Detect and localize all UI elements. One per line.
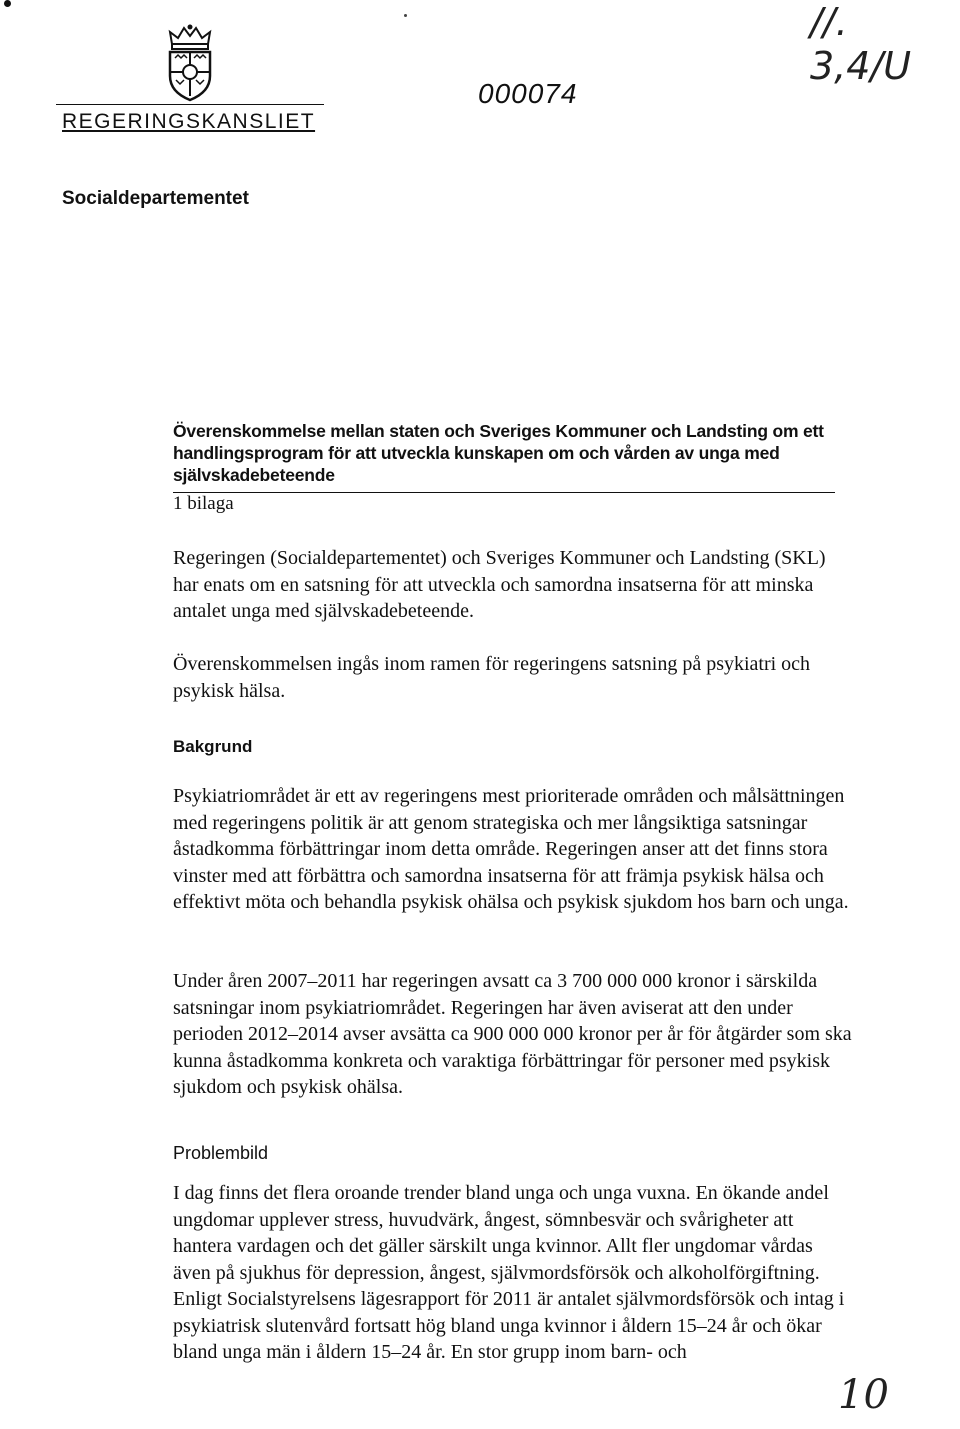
title-rule bbox=[173, 492, 835, 493]
agency-name: REGERINGSKANSLIET bbox=[62, 110, 316, 133]
section-paragraph: Psykiatriområdet är ett av regeringens mest prioriterade områden och målsättningen med regeringens politik är att genom strategiska och mer långsiktiga satsningar åstadkomma förbättringar inom detta område. Regeringen anser att det finns stora vinster med att förbättra och samordna insatserna för att främja psykisk hälsa och effektivt möta och behandla psykisk ohälsa och psykisk sjukdom hos barn och unga. bbox=[173, 785, 849, 913]
handwritten-page-number: 10 bbox=[838, 1372, 889, 1418]
section-paragraph: I dag finns det flera oroande trender bland unga och unga vuxna. En ökande andel ungdomar upplever stress, huvudvärk, ångest, sömnbesvär och svårigheter att hantera vardagen och det gäller särskilt unga kvinnor. Allt fler ungdomar vårdas även på sjukhus för depression, ångest, självmordsförsök och alkoholförgiftning. Enligt Socialstyrelsens lägesrapport för 2011 är antalet självmordsförsök och intag i psykiatrisk slutenvård fortsatt hög bland unga kvinnor i åldern 15–24 år och ökar bland unga män i åldern 15–24 år. En stor grupp inom barn- och bbox=[173, 1182, 845, 1363]
header-rule bbox=[56, 104, 324, 105]
handwritten-note: //. 3,4/U bbox=[810, 0, 912, 88]
document-title: Överenskommelse mellan staten och Sveriges Kommuner och Landsting om ett handlingsprogram för att utveckla kunskapen om och vården av unga med självskadebeteende bbox=[173, 421, 824, 485]
section-heading-problembild: Problembild bbox=[173, 1143, 269, 1163]
department-name: Socialdepartementet bbox=[62, 188, 249, 209]
intro-paragraph: Överenskommelsen ingås inom ramen för regeringens satsning på psykiatri och psykisk hälsa. bbox=[173, 653, 811, 702]
government-crest-logo bbox=[160, 22, 220, 104]
section-heading-bakgrund: Bakgrund bbox=[173, 737, 253, 756]
scan-speck bbox=[404, 14, 407, 17]
attachment-note: 1 bilaga bbox=[173, 493, 234, 514]
intro-paragraph: Regeringen (Socialdepartementet) och Sveriges Kommuner och Landsting (SKL) har enats om en satsning för att utveckla och samordna insatserna för att minska antalet unga med självskadebeteende. bbox=[173, 547, 826, 622]
section-paragraph: Under åren 2007–2011 har regeringen avsatt ca 3 700 000 000 kronor i särskilda satsningar inom psykiatriområdet. Regeringen har även aviserat att den under perioden 2012–2014 avser avsätta ca 900 000 000 kronor per år för åtgärder som ska kunna åstadkomma konkreta och varaktiga förbättringar för personer med psykisk sjukdom och psykisk ohälsa. bbox=[173, 970, 852, 1098]
document-number: 000074 bbox=[478, 78, 578, 109]
scan-speck bbox=[4, 0, 11, 7]
